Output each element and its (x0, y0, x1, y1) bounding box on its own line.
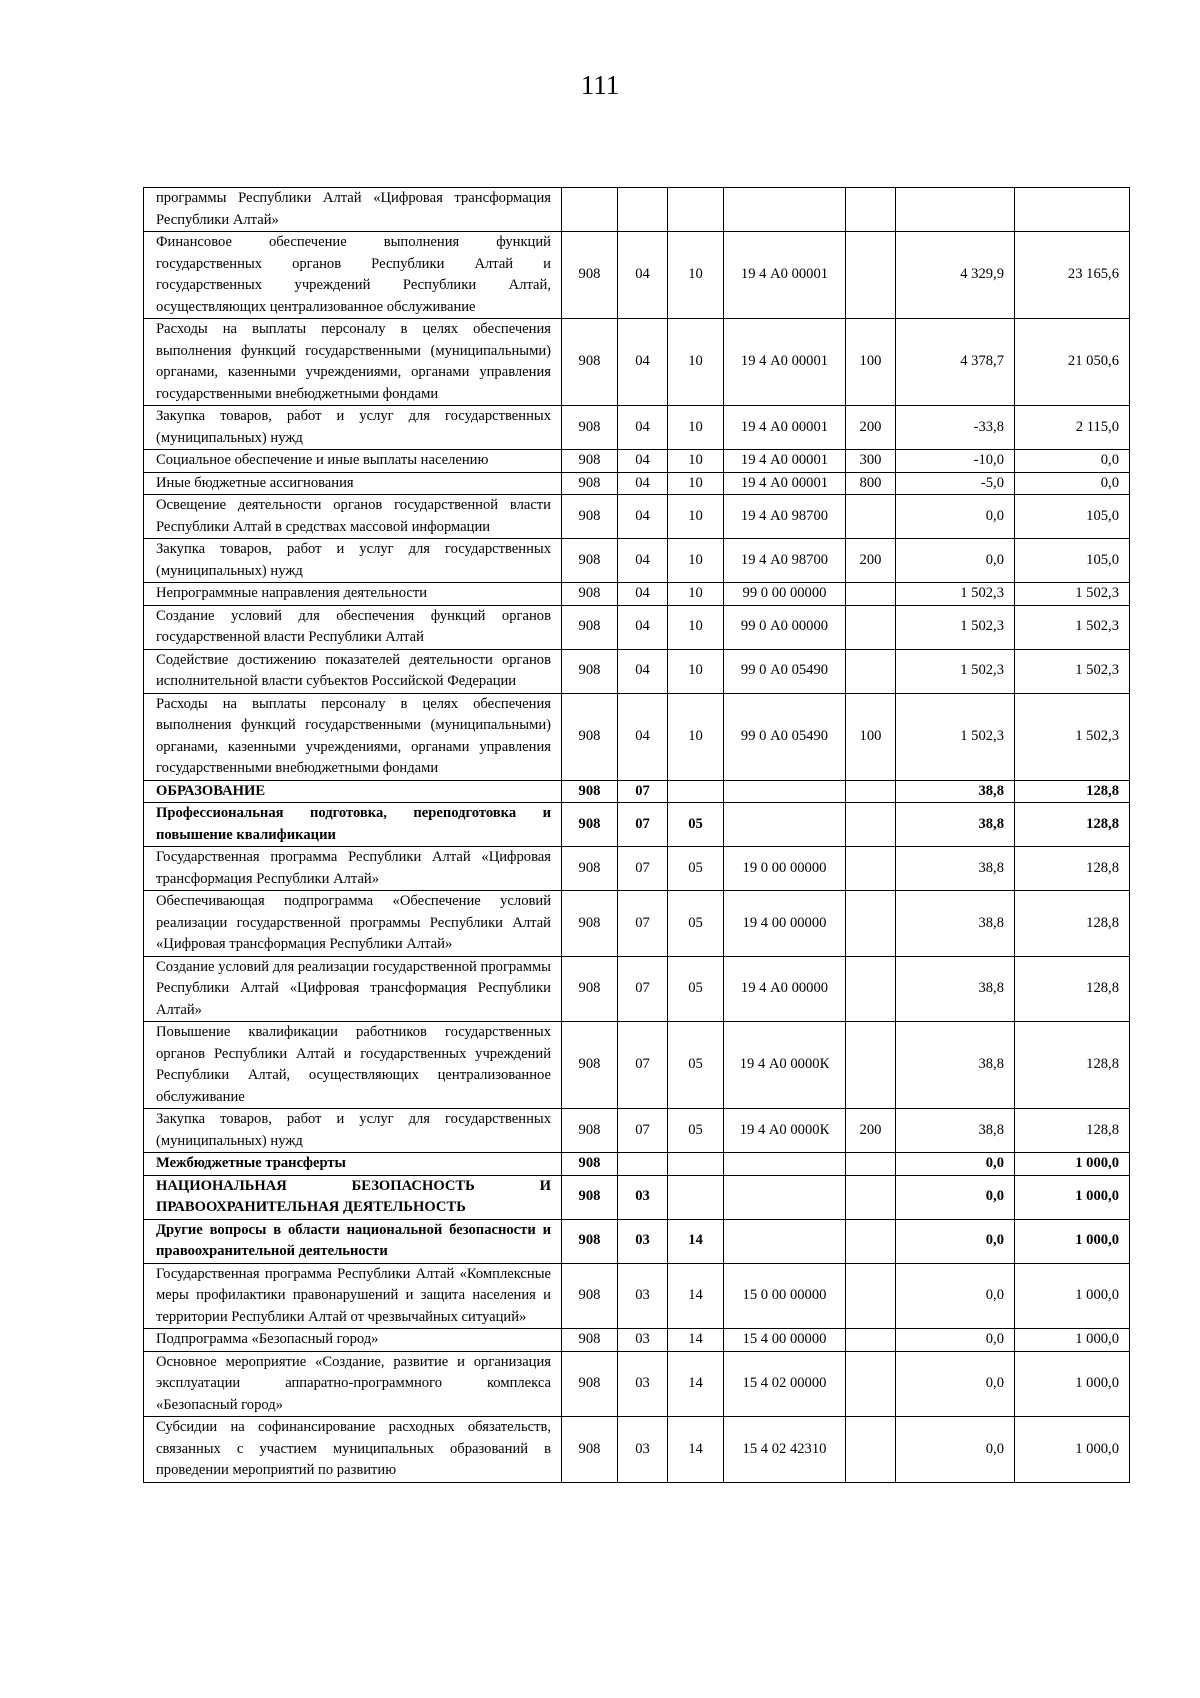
row-subsection-code: 10 (668, 450, 724, 473)
row-amount-change: -5,0 (896, 472, 1015, 495)
row-section-code: 04 (618, 693, 668, 780)
row-ministry-code: 908 (562, 780, 618, 803)
row-ministry-code (562, 188, 618, 232)
row-amount-total: 1 000,0 (1015, 1153, 1130, 1176)
row-amount-change: 1 502,3 (896, 693, 1015, 780)
row-expense-type (846, 1022, 896, 1109)
table-row (144, 1109, 1130, 1153)
row-subsection-code: 05 (668, 847, 724, 891)
row-ministry-code: 908 (562, 605, 618, 649)
row-amount-total: 23 165,6 (1015, 232, 1130, 319)
row-amount-total: 1 000,0 (1015, 1263, 1130, 1329)
row-ministry-code: 908 (562, 1329, 618, 1352)
row-section-code: 07 (618, 780, 668, 803)
row-section-code: 03 (618, 1351, 668, 1417)
row-target-article: 19 4 А0 0000К (724, 1022, 846, 1109)
table-row (144, 605, 1130, 649)
budget-table (143, 187, 1130, 1483)
row-expense-type (846, 232, 896, 319)
row-target-article: 99 0 00 00000 (724, 583, 846, 606)
row-section-code: 04 (618, 539, 668, 583)
row-target-article: 19 0 00 00000 (724, 847, 846, 891)
row-amount-total: 128,8 (1015, 1109, 1130, 1153)
row-expense-type: 200 (846, 406, 896, 450)
row-expense-type (846, 188, 896, 232)
row-expense-type: 100 (846, 693, 896, 780)
row-subsection-code: 14 (668, 1351, 724, 1417)
row-section-code: 03 (618, 1329, 668, 1352)
row-amount-change: 0,0 (896, 539, 1015, 583)
row-subsection-code: 14 (668, 1329, 724, 1352)
row-amount-change: 4 329,9 (896, 232, 1015, 319)
table-row (144, 649, 1130, 693)
row-amount-change: 38,8 (896, 780, 1015, 803)
row-expense-type (846, 847, 896, 891)
row-ministry-code: 908 (562, 319, 618, 406)
row-amount-change: -33,8 (896, 406, 1015, 450)
row-description: ОБРАЗОВАНИЕ (144, 780, 562, 803)
row-description: Содействие достижению показателей деятельности органов исполнительной власти субъектов Российской Федерации (144, 649, 562, 693)
row-description: Профессиональная подготовка, переподготовка и повышение квалификации (144, 803, 562, 847)
row-section-code: 04 (618, 495, 668, 539)
row-amount-change: 38,8 (896, 803, 1015, 847)
row-target-article: 19 4 А0 00001 (724, 450, 846, 473)
row-description: Субсидии на софинансирование расходных обязательств, связанных с участием муниципальных образований в проведении мероприятий по развитию (144, 1417, 562, 1483)
row-section-code (618, 188, 668, 232)
row-amount-total: 1 502,3 (1015, 605, 1130, 649)
row-ministry-code: 908 (562, 1417, 618, 1483)
row-subsection-code (668, 1153, 724, 1176)
row-description: Закупка товаров, работ и услуг для государственных (муниципальных) нужд (144, 539, 562, 583)
row-expense-type: 800 (846, 472, 896, 495)
row-description: Создание условий для обеспечения функций органов государственной власти Республики Алтай (144, 605, 562, 649)
row-section-code: 03 (618, 1219, 668, 1263)
row-subsection-code: 05 (668, 1022, 724, 1109)
row-target-article: 99 0 А0 05490 (724, 649, 846, 693)
row-subsection-code: 10 (668, 472, 724, 495)
table-row (144, 1175, 1130, 1219)
row-description: Расходы на выплаты персоналу в целях обеспечения выполнения функций государственными (муниципальными) органами, казенными учреждениями, органами управления государственными внебюджетными фондами (144, 319, 562, 406)
row-description: Государственная программа Республики Алтай «Цифровая трансформация Республики Алтай» (144, 847, 562, 891)
table-row (144, 803, 1130, 847)
row-description: программы Республики Алтай «Цифровая трансформация Республики Алтай» (144, 188, 562, 232)
row-description: Создание условий для реализации государственной программы Республики Алтай «Цифровая трансформация Республики Алтай» (144, 956, 562, 1022)
table-row (144, 693, 1130, 780)
table-row (144, 1351, 1130, 1417)
row-description: НАЦИОНАЛЬНАЯ БЕЗОПАСНОСТЬ И ПРАВООХРАНИТЕЛЬНАЯ ДЕЯТЕЛЬНОСТЬ (144, 1175, 562, 1219)
row-amount-total: 128,8 (1015, 847, 1130, 891)
row-subsection-code (668, 188, 724, 232)
row-subsection-code: 05 (668, 891, 724, 957)
row-subsection-code: 14 (668, 1219, 724, 1263)
row-expense-type (846, 780, 896, 803)
row-section-code: 07 (618, 956, 668, 1022)
row-description: Финансовое обеспечение выполнения функций государственных органов Республики Алтай и государственных учреждений Республики Алтай, осуществляющих централизованное обслуживание (144, 232, 562, 319)
row-subsection-code: 05 (668, 803, 724, 847)
row-amount-change: 0,0 (896, 1219, 1015, 1263)
row-amount-total: 1 502,3 (1015, 583, 1130, 606)
row-amount-total: 1 000,0 (1015, 1351, 1130, 1417)
row-expense-type (846, 583, 896, 606)
table-row (144, 1263, 1130, 1329)
table-row (144, 232, 1130, 319)
row-target-article: 19 4 А0 00001 (724, 472, 846, 495)
row-section-code: 04 (618, 406, 668, 450)
table-row (144, 495, 1130, 539)
row-subsection-code: 10 (668, 583, 724, 606)
row-amount-total: 1 000,0 (1015, 1219, 1130, 1263)
row-subsection-code: 10 (668, 406, 724, 450)
row-ministry-code: 908 (562, 1219, 618, 1263)
row-amount-change: 0,0 (896, 1263, 1015, 1329)
row-description: Закупка товаров, работ и услуг для государственных (муниципальных) нужд (144, 406, 562, 450)
row-section-code: 07 (618, 803, 668, 847)
row-amount-change: 38,8 (896, 847, 1015, 891)
row-target-article: 99 0 А0 00000 (724, 605, 846, 649)
row-ministry-code: 908 (562, 803, 618, 847)
row-subsection-code: 14 (668, 1417, 724, 1483)
row-target-article (724, 1175, 846, 1219)
row-ministry-code: 908 (562, 495, 618, 539)
row-ministry-code: 908 (562, 1175, 618, 1219)
row-amount-total: 1 502,3 (1015, 693, 1130, 780)
row-section-code: 03 (618, 1175, 668, 1219)
table-row (144, 1153, 1130, 1176)
table-row (144, 472, 1130, 495)
table-row (144, 583, 1130, 606)
row-subsection-code: 10 (668, 232, 724, 319)
row-section-code: 03 (618, 1417, 668, 1483)
row-description: Непрограммные направления деятельности (144, 583, 562, 606)
table-row (144, 891, 1130, 957)
row-subsection-code: 10 (668, 495, 724, 539)
row-section-code: 04 (618, 319, 668, 406)
table-row (144, 450, 1130, 473)
row-description: Освещение деятельности органов государственной власти Республики Алтай в средствах массовой информации (144, 495, 562, 539)
row-section-code: 07 (618, 1109, 668, 1153)
table-row (144, 188, 1130, 232)
row-ministry-code: 908 (562, 891, 618, 957)
row-section-code: 04 (618, 450, 668, 473)
row-ministry-code: 908 (562, 450, 618, 473)
row-amount-change: 1 502,3 (896, 583, 1015, 606)
row-target-article: 19 4 А0 0000К (724, 1109, 846, 1153)
row-expense-type: 100 (846, 319, 896, 406)
row-section-code: 04 (618, 232, 668, 319)
row-expense-type (846, 1175, 896, 1219)
row-description: Обеспечивающая подпрограмма «Обеспечение условий реализации государственной программы Республики Алтай «Цифровая трансформация Республики Алтай» (144, 891, 562, 957)
row-expense-type (846, 1263, 896, 1329)
row-expense-type (846, 1153, 896, 1176)
row-subsection-code: 14 (668, 1263, 724, 1329)
row-amount-total (1015, 188, 1130, 232)
row-target-article (724, 1153, 846, 1176)
row-description: Другие вопросы в области национальной безопасности и правоохранительной деятельности (144, 1219, 562, 1263)
row-expense-type: 200 (846, 1109, 896, 1153)
row-amount-total: 1 000,0 (1015, 1175, 1130, 1219)
row-ministry-code: 908 (562, 1351, 618, 1417)
row-target-article: 19 4 А0 00001 (724, 406, 846, 450)
table-row (144, 847, 1130, 891)
row-subsection-code: 10 (668, 319, 724, 406)
row-expense-type (846, 1417, 896, 1483)
row-target-article: 19 4 00 00000 (724, 891, 846, 957)
row-target-article (724, 780, 846, 803)
row-amount-total: 128,8 (1015, 891, 1130, 957)
row-section-code: 07 (618, 847, 668, 891)
row-amount-change: 4 378,7 (896, 319, 1015, 406)
row-target-article (724, 803, 846, 847)
table-row (144, 539, 1130, 583)
row-section-code: 03 (618, 1263, 668, 1329)
row-amount-change: -10,0 (896, 450, 1015, 473)
row-target-article: 19 4 А0 00001 (724, 319, 846, 406)
row-amount-total: 128,8 (1015, 803, 1130, 847)
row-ministry-code: 908 (562, 1263, 618, 1329)
row-section-code: 04 (618, 583, 668, 606)
row-section-code: 04 (618, 472, 668, 495)
table-row (144, 780, 1130, 803)
row-description: Иные бюджетные ассигнования (144, 472, 562, 495)
row-amount-change (896, 188, 1015, 232)
row-target-article: 15 0 00 00000 (724, 1263, 846, 1329)
row-amount-change: 0,0 (896, 1175, 1015, 1219)
row-amount-change: 0,0 (896, 1351, 1015, 1417)
row-section-code: 07 (618, 1022, 668, 1109)
row-description: Расходы на выплаты персоналу в целях обеспечения выполнения функций государственными (муниципальными) органами, казенными учреждениями, органами управления государственными внебюджетными фондами (144, 693, 562, 780)
row-amount-total: 1 000,0 (1015, 1329, 1130, 1352)
row-amount-change: 1 502,3 (896, 649, 1015, 693)
row-amount-total: 0,0 (1015, 450, 1130, 473)
page-number: 111 (580, 70, 620, 100)
row-ministry-code: 908 (562, 406, 618, 450)
row-ministry-code: 908 (562, 1022, 618, 1109)
row-ministry-code: 908 (562, 1153, 618, 1176)
row-target-article (724, 188, 846, 232)
row-description: Межбюджетные трансферты (144, 1153, 562, 1176)
row-target-article: 99 0 А0 05490 (724, 693, 846, 780)
row-expense-type (846, 605, 896, 649)
row-ministry-code: 908 (562, 539, 618, 583)
row-subsection-code: 10 (668, 693, 724, 780)
row-amount-change: 0,0 (896, 495, 1015, 539)
row-description: Закупка товаров, работ и услуг для государственных (муниципальных) нужд (144, 1109, 562, 1153)
table-row (144, 1219, 1130, 1263)
row-description: Государственная программа Республики Алтай «Комплексные меры профилактики правонарушений и защита населения и территории Республики Алтай от чрезвычайных ситуаций» (144, 1263, 562, 1329)
row-target-article (724, 1219, 846, 1263)
row-target-article: 19 4 А0 98700 (724, 539, 846, 583)
row-amount-change: 38,8 (896, 1022, 1015, 1109)
row-section-code (618, 1153, 668, 1176)
row-subsection-code: 10 (668, 605, 724, 649)
row-amount-total: 21 050,6 (1015, 319, 1130, 406)
table-row (144, 956, 1130, 1022)
row-ministry-code: 908 (562, 472, 618, 495)
row-subsection-code (668, 780, 724, 803)
row-target-article: 19 4 А0 00000 (724, 956, 846, 1022)
row-amount-change: 0,0 (896, 1329, 1015, 1352)
row-amount-change: 38,8 (896, 891, 1015, 957)
row-amount-total: 1 502,3 (1015, 649, 1130, 693)
row-amount-change: 38,8 (896, 1109, 1015, 1153)
row-amount-total: 0,0 (1015, 472, 1130, 495)
row-target-article: 15 4 00 00000 (724, 1329, 846, 1352)
row-target-article: 15 4 02 42310 (724, 1417, 846, 1483)
table-row (144, 319, 1130, 406)
row-target-article: 19 4 А0 00001 (724, 232, 846, 319)
row-description: Социальное обеспечение и иные выплаты населению (144, 450, 562, 473)
row-amount-total: 128,8 (1015, 956, 1130, 1022)
row-description: Подпрограмма «Безопасный город» (144, 1329, 562, 1352)
row-amount-total: 128,8 (1015, 780, 1130, 803)
row-expense-type (846, 803, 896, 847)
row-section-code: 07 (618, 891, 668, 957)
row-ministry-code: 908 (562, 956, 618, 1022)
row-expense-type (846, 1219, 896, 1263)
table-body (144, 188, 1130, 1483)
row-expense-type (846, 956, 896, 1022)
row-section-code: 04 (618, 649, 668, 693)
table-row (144, 406, 1130, 450)
row-expense-type (846, 649, 896, 693)
row-expense-type: 200 (846, 539, 896, 583)
row-amount-total: 128,8 (1015, 1022, 1130, 1109)
row-subsection-code: 05 (668, 956, 724, 1022)
row-subsection-code: 05 (668, 1109, 724, 1153)
row-expense-type: 300 (846, 450, 896, 473)
row-amount-change: 0,0 (896, 1417, 1015, 1483)
row-ministry-code: 908 (562, 693, 618, 780)
row-expense-type (846, 1329, 896, 1352)
table-row (144, 1329, 1130, 1352)
row-amount-total: 1 000,0 (1015, 1417, 1130, 1483)
row-subsection-code: 10 (668, 539, 724, 583)
row-target-article: 15 4 02 00000 (724, 1351, 846, 1417)
row-description: Основное мероприятие «Создание, развитие и организация эксплуатации аппаратно-программного комплекса «Безопасный город» (144, 1351, 562, 1417)
row-expense-type (846, 891, 896, 957)
row-section-code: 04 (618, 605, 668, 649)
table-row (144, 1417, 1130, 1483)
row-target-article: 19 4 А0 98700 (724, 495, 846, 539)
table-row (144, 1022, 1130, 1109)
row-subsection-code (668, 1175, 724, 1219)
row-amount-change: 1 502,3 (896, 605, 1015, 649)
row-amount-total: 105,0 (1015, 539, 1130, 583)
row-ministry-code: 908 (562, 232, 618, 319)
row-expense-type (846, 495, 896, 539)
row-expense-type (846, 1351, 896, 1417)
row-amount-change: 0,0 (896, 1153, 1015, 1176)
row-ministry-code: 908 (562, 847, 618, 891)
row-amount-total: 105,0 (1015, 495, 1130, 539)
row-amount-total: 2 115,0 (1015, 406, 1130, 450)
row-ministry-code: 908 (562, 649, 618, 693)
row-ministry-code: 908 (562, 583, 618, 606)
row-ministry-code: 908 (562, 1109, 618, 1153)
row-subsection-code: 10 (668, 649, 724, 693)
row-description: Повышение квалификации работников государственных органов Республики Алтай и государственных учреждений Республики Алтай, осуществляющих централизованное обслуживание (144, 1022, 562, 1109)
row-amount-change: 38,8 (896, 956, 1015, 1022)
